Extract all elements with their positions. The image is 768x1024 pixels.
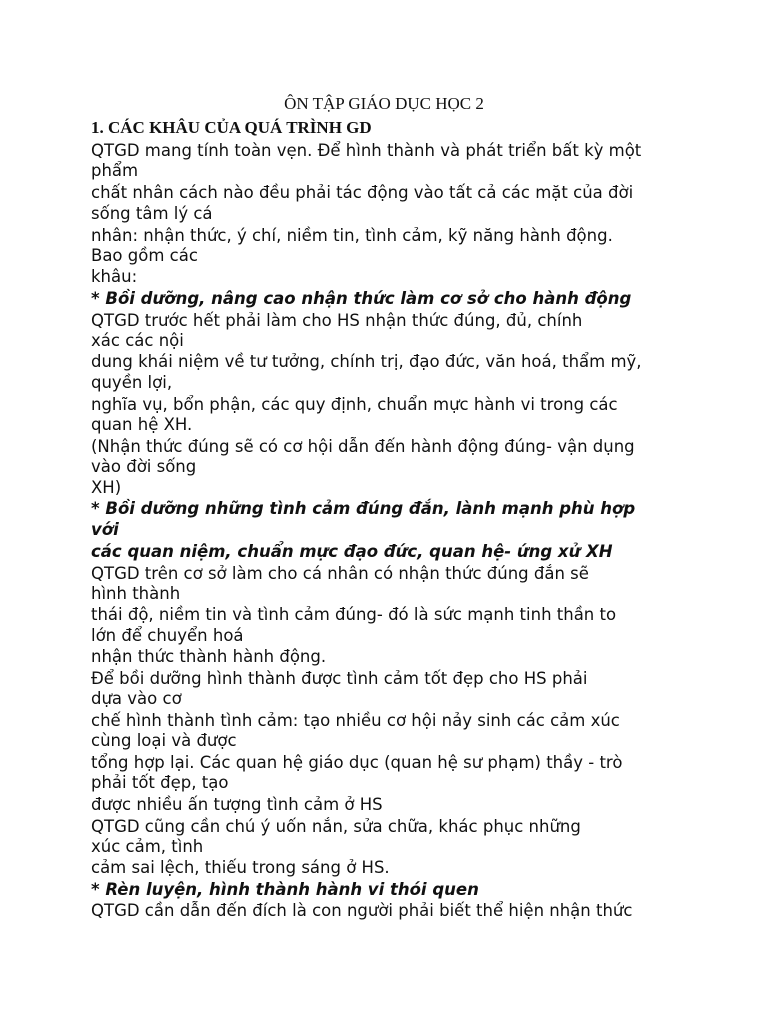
body-line: (Nhận thức đúng sẽ có cơ hội dẫn đến hành động đúng- vận dụng (91, 437, 635, 456)
body-line: nhận thức thành hành động. (91, 647, 327, 666)
body-line: khâu: (91, 267, 138, 286)
subheading-line: * Rèn luyện, hình thành hành vi thói quen (91, 880, 479, 899)
subheading-line: * Bồi dưỡng những tình cảm đúng đắn, lành mạnh phù hợp (91, 499, 636, 518)
body-line: tổng hợp lại. Các quan hệ giáo dục (quan hệ sư phạm) thầy - trò (91, 753, 623, 772)
body-line: nhân: nhận thức, ý chí, niềm tin, tình cảm, kỹ năng hành động. (91, 226, 613, 245)
document-title: ÔN TẬP GIÁO DỤC HỌC 2 (284, 94, 484, 113)
body-line: xác các nội (91, 331, 184, 350)
subheading-line: với (91, 520, 119, 539)
body-line: phải tốt đẹp, tạo (91, 773, 229, 792)
body-line: QTGD mang tính toàn vẹn. Để hình thành và phát triển bất kỳ một (91, 141, 642, 160)
body-line: được nhiều ấn tượng tình cảm ở HS (91, 795, 383, 814)
body-line: quan hệ XH. (91, 415, 193, 434)
body-line: QTGD cũng cần chú ý uốn nắn, sửa chữa, khác phục những (91, 817, 581, 836)
body-line: lớn để chuyển hoá (91, 626, 244, 645)
body-line: Để bồi dưỡng hình thành được tình cảm tốt đẹp cho HS phải (91, 669, 588, 688)
body-line: dựa vào cơ (91, 689, 182, 708)
body-line: quyền lợi, (91, 373, 173, 392)
body-line: QTGD trên cơ sở làm cho cá nhân có nhận thức đúng đắn sẽ (91, 564, 589, 583)
body-line: nghĩa vụ, bổn phận, các quy định, chuẩn mực hành vi trong các (91, 395, 618, 414)
section-heading: 1. CÁC KHÂU CỦA QUÁ TRÌNH GD (91, 118, 372, 137)
body-line: sống tâm lý cá (91, 204, 213, 223)
body-line: phẩm (91, 161, 139, 180)
body-line: XH) (91, 478, 122, 497)
body-line: thái độ, niềm tin và tình cảm đúng- đó là sức mạnh tinh thần to (91, 605, 617, 624)
body-line: QTGD trước hết phải làm cho HS nhận thức đúng, đủ, chính (91, 311, 583, 330)
body-line: cảm sai lệch, thiếu trong sáng ở HS. (91, 858, 390, 877)
body-line: hình thành (91, 584, 181, 603)
subheading-line: * Bồi dưỡng, nâng cao nhận thức làm cơ sở cho hành động (91, 289, 632, 308)
body-line: cùng loại và được (91, 731, 237, 750)
body-line: dung khái niệm về tư tưởng, chính trị, đạo đức, văn hoá, thẩm mỹ, (91, 352, 642, 371)
body-line: QTGD cần dẫn đến đích là con người phải biết thể hiện nhận thức (91, 901, 633, 920)
body-line: chất nhân cách nào đều phải tác động vào tất cả các mặt của đời (91, 183, 634, 202)
body-line: xúc cảm, tình (91, 837, 204, 856)
body-line: chế hình thành tình cảm: tạo nhiều cơ hội nảy sinh các cảm xúc (91, 711, 620, 730)
body-line: vào đời sống (91, 457, 197, 476)
body-line: Bao gồm các (91, 246, 198, 265)
subheading-line: các quan niệm, chuẩn mực đạo đức, quan hệ- ứng xử XH (91, 542, 613, 561)
